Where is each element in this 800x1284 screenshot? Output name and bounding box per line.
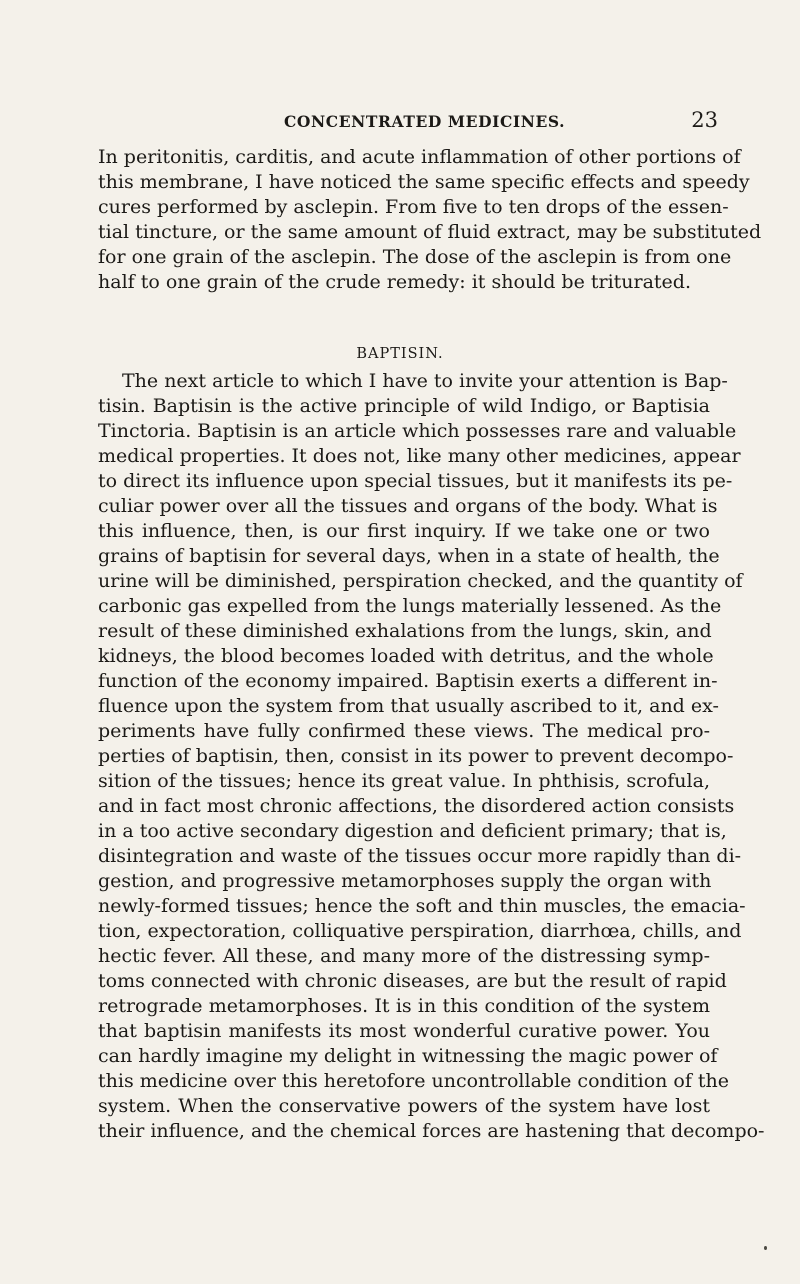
- text-line: toms connected with chronic diseases, are but the result of rapid: [98, 970, 727, 992]
- text-line: carbonic gas expelled from the lungs materially lessened. As the: [98, 595, 722, 617]
- text-line: tion, expectoration, colliquative perspiration, diarrhœa, chills, and: [98, 920, 742, 942]
- text-line: function of the economy impaired. Baptisin exerts a different in-: [98, 670, 718, 692]
- text-line: medical properties. It does not, like many other medicines, appear: [98, 445, 741, 467]
- page-header: [98, 108, 718, 138]
- text-line: can hardly imagine my delight in witnessing the magic power of: [98, 1045, 718, 1067]
- text-line: urine will be diminished, perspiration checked, and the quantity of: [98, 570, 743, 592]
- text-line: disintegration and waste of the tissues occur more rapidly than di-: [98, 845, 742, 867]
- text-line: perties of baptisin, then, consist in its power to prevent decompo-: [98, 745, 734, 767]
- text-line: this membrane, I have noticed the same specific effects and speedy: [98, 171, 750, 193]
- page-number: 23: [691, 108, 718, 132]
- text-line: this medicine over this heretofore uncontrollable condition of the: [98, 1070, 730, 1092]
- text-line: grains of baptisin for several days, when in a state of health, the: [98, 545, 720, 567]
- text-line: cures performed by asclepin. From five to ten drops of the essen-: [98, 196, 729, 218]
- text-line: gestion, and progressive metamorphoses supply the organ with: [98, 870, 712, 892]
- text-line: this influence, then, is our first inquiry. If we take one or two: [98, 520, 710, 542]
- text-line: to direct its influence upon special tissues, but it manifests its pe-: [98, 470, 733, 492]
- text-line: periments have fully confirmed these views. The medical pro-: [98, 720, 710, 742]
- ink-speck: [764, 1246, 767, 1250]
- text-line: tial tincture, or the same amount of fluid extract, may be substituted: [98, 221, 762, 243]
- text-line: Tinctoria. Baptisin is an article which possesses rare and valuable: [98, 420, 737, 442]
- text-line: system. When the conservative powers of the system have lost: [98, 1095, 710, 1117]
- text-line: result of these diminished exhalations from the lungs, skin, and: [98, 620, 712, 642]
- text-line: that baptisin manifests its most wonderful curative power. You: [98, 1020, 710, 1042]
- text-line: tisin. Baptisin is the active principle of wild Indigo, or Baptisia: [98, 395, 710, 417]
- text-line: In peritonitis, carditis, and acute inflammation of other portions of: [98, 146, 741, 168]
- text-line: and in fact most chronic affections, the disordered action consists: [98, 795, 735, 817]
- text-line: their influence, and the chemical forces are hastening that decompo-: [98, 1120, 765, 1142]
- text-line: retrograde metamorphoses. It is in this condition of the system: [98, 995, 710, 1017]
- text-line: newly-formed tissues; hence the soft and thin muscles, the emacia-: [98, 895, 746, 917]
- text-line: culiar power over all the tissues and organs of the body. What is: [98, 495, 718, 517]
- text-line: half to one grain of the crude remedy: it should be triturated.: [98, 271, 692, 293]
- text-line: fluence upon the system from that usually ascribed to it, and ex-: [98, 695, 719, 717]
- text-line: sition of the tissues; hence its great value. In phthisis, scrofula,: [98, 770, 710, 792]
- running-head: CONCENTRATED MEDICINES.: [284, 112, 566, 131]
- section-title: BAPTISIN.: [356, 346, 444, 362]
- text-line: kidneys, the blood becomes loaded with detritus, and the whole: [98, 645, 714, 667]
- text-line: hectic fever. All these, and many more of the distressing symp-: [98, 945, 710, 967]
- text-line: The next article to which I have to invite your attention is Bap-: [122, 370, 728, 392]
- text-line: in a too active secondary digestion and deficient primary; that is,: [98, 820, 727, 842]
- text-line: for one grain of the asclepin. The dose of the asclepin is from one: [98, 246, 732, 268]
